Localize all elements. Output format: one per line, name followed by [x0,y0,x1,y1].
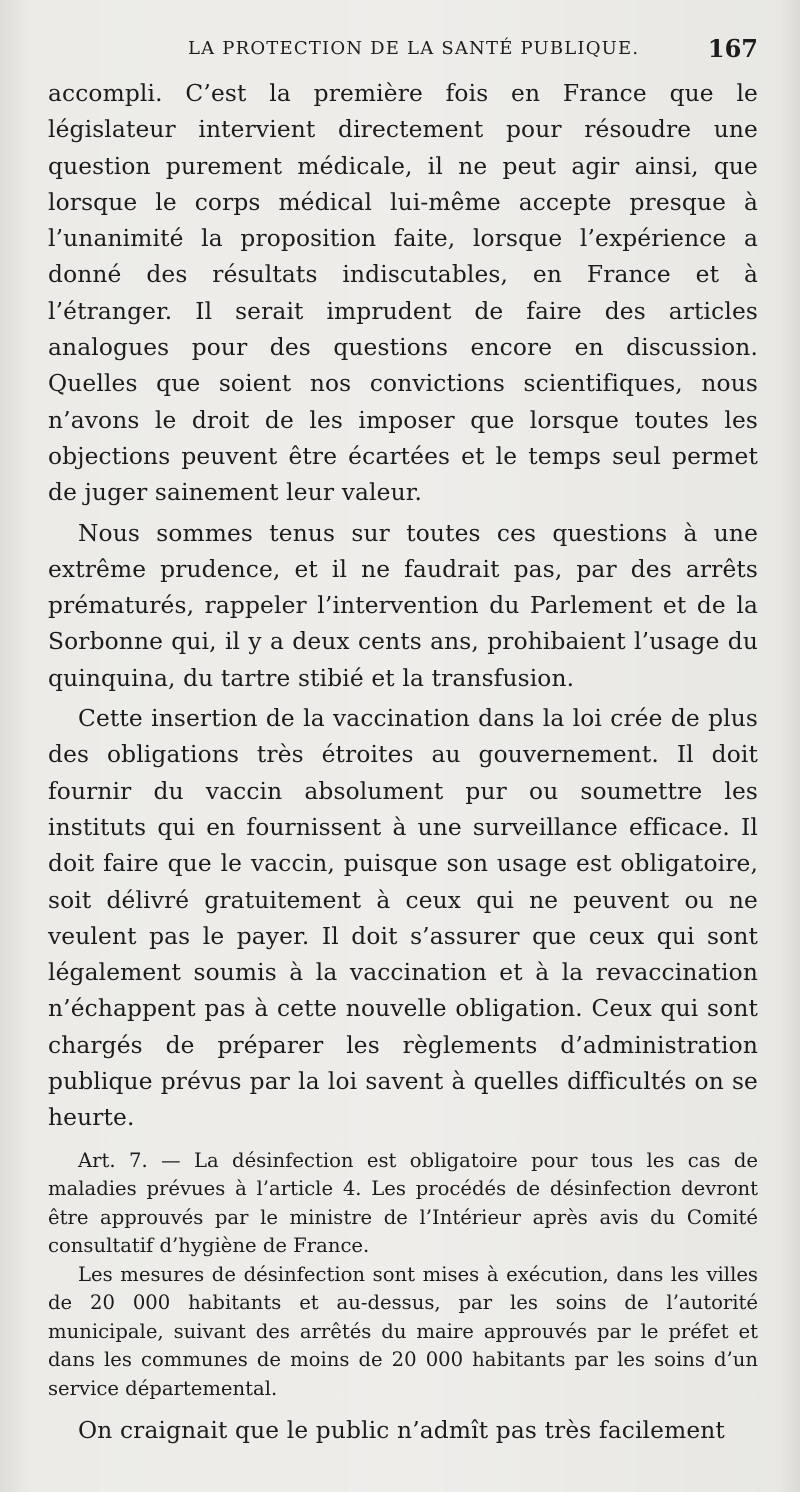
running-head: LA PROTECTION DE LA SANTÉ PUBLIQUE. [188,38,640,59]
page-header [48,30,758,64]
paragraph-2: Nous sommes tenus sur toutes ces questions à une extrême prudence, et il ne faudrait pas, par des arrêts prématurés, rappeler l’intervention du Parlement et de la Sorbonne qui, il y a deux cents ans, prohibaient l’usage du quinquina, du tartre stibié et la transfusion. [48,519,758,692]
law-article-7: Art. 7. — La désinfection est obligatoire pour tous les cas de maladies prévues à l’article 4. Les procédés de désinfection devront être approuvés par le ministre de l’Intérieur après avis du Comité consultatif d’hygiène de France. [48,1148,758,1258]
body-text [48,76,758,1449]
law-article-7-continued: Les mesures de désinfection sont mises à exécution, dans les villes de 20 000 habitants et au-dessus, par les soins de l’autorité municipale, suivant des arrêtés du maire approuvés par le préfet et dans les communes de moins de 20 000 habitants par les soins d’un service départemental. [48,1262,758,1400]
paragraph-1: accompli. C’est la première fois en France que le législateur intervient directement pour résoudre une question purement médicale, il ne peut agir ainsi, que lorsque le corps médical lui-même accepte presque à l’unanimité la proposition faite, lorsque l’expérience a donné des résultats indiscutables, en France et à l’étranger. Il serait imprudent de faire des articles analogues pour des questions encore en discussion. Quelles que soient nos convictions scientifiques, nous n’avons le droit de les imposer que lorsque toutes les objections peuvent être écartées et le temps seul permet de juger sainement leur valeur. [48,80,758,507]
closing-line: On craignait que le public n’admît pas très facilement [78,1417,725,1445]
paragraph-3: Cette insertion de la vaccination dans la loi crée de plus des obligations très étroites au gouvernement. Il doit fournir du vaccin absolument pur ou soumettre les instituts qui en fournissent à une surveillance efficace. Il doit faire que le vaccin, puisque son usage est obligatoire, soit délivré gratuitement à ceux qui ne peuvent ou ne veulent pas le payer. Il doit s’assurer que ceux qui sont légalement soumis à la vaccination et à la revaccination n’échappent pas à cette nouvelle obligation. Ceux qui sont chargés de préparer les règlements d’administration publique prévus par la loi savent à quelles difficultés on se heurte. [48,705,758,1132]
page-number: 167 [707,34,758,63]
